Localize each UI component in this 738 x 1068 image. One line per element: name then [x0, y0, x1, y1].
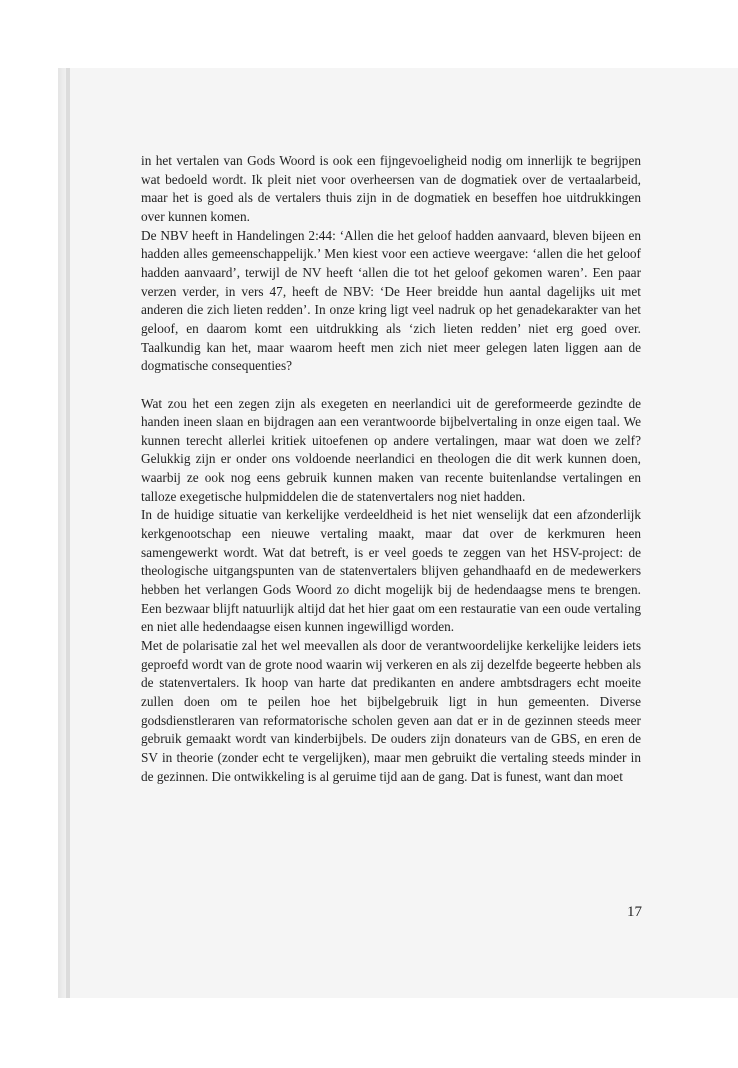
page-fold-shadow — [66, 68, 70, 998]
paragraph-3: Wat zou het een zegen zijn als exegeten en neerlandici uit de gereformeerde gezindte de handen ineen slaan en bijdragen aan een verantwoorde bijbelvertaling in onze eigen taal. We kunnen terecht allerlei kritiek uitoefenen op andere vertalingen, maar wat doen we zelf? Gelukkig zijn er onder ons voldoende neerlandici en theologen die dit werk kunnen doen, waarbij ze ook nog eens gebruik kunnen maken van recente buitenlandse vertalingen en talloze exegetische hulpmiddelen die de statenvertalers nog niet hadden. — [141, 395, 641, 504]
body-text — [141, 152, 641, 786]
page-number: 17 — [627, 904, 642, 920]
paragraph-4: In de huidige situatie van kerkelijke verdeeldheid is het niet wenselijk dat een afzonderlijk kerkgenootschap een nieuwe vertaling maakt, maar dat over de kerkmuren heen samengewerkt wordt. Wat dat betreft, is er veel goeds te zeggen van het HSV-project: de theologische uitgangspunten van de statenvertalers blijven gehandhaafd en de medewerkers hebben het verlangen Gods Woord zo dicht mogelijk bij de hedendaagse mens te brengen. Een bezwaar blijft natuurlijk altijd dat het hier gaat om een restauratie van een oude vertaling en niet alle hedendaagse eisen kunnen ingewilligd worden. — [141, 507, 641, 635]
paragraph-5: Met de polarisatie zal het wel meevallen als door de verantwoordelijke kerkelijke leiders iets geproefd wordt van de grote nood waarin wij verkeren en als zij dezelfde begeerte hebben als de statenvertalers. Ik hoop van harte dat predikanten en andere ambtsdragers echt moeite zullen doen om te peilen hoe het bijbelgebruik ligt in hun gemeenten. Diverse godsdienstleraren van reformatorische scholen geven aan dat er in de gezinnen steeds meer gebruik gemaakt wordt van kinderbijbels. De ouders zijn donateurs van de GBS, en eren de SV in theorie (zonder echt te vergelijken), maar men gebruikt die vertaling steeds minder in de gezinnen. Die ontwikkeling is al geruime tijd aan de gang. Dat is funest, want dan moet — [141, 638, 641, 784]
paragraph-2: De NBV heeft in Handelingen 2:44: ‘Allen die het geloof hadden aanvaard, bleven bijeen en hadden alles gemeenschappelijk.’ Men kiest voor een actieve weergave: ‘allen die het geloof hadden aanvaard’, terwijl de NV heeft ‘allen die tot het geloof gekomen waren’. Een paar verzen verder, in vers 47, heeft de NBV: ‘De Heer breidde hun aantal dagelijks uit met anderen die zich lieten redden’. In onze kring ligt veel nadruk op het genadekarakter van het geloof, en daarom komt een uitdrukking als ‘zich lieten redden’ niet erg goed over. Taalkundig kan het, maar waarom heeft men zich niet meer gelegen laten liggen aan de dogmatische consequenties? — [141, 227, 641, 374]
paragraph-1: in het vertalen van Gods Woord is ook een fijngevoeligheid nodig om innerlijk te begrijpen wat bedoeld wordt. Ik pleit niet voor overheersen van de dogmatiek over de vertaalarbeid, maar het is goed als de vertalers thuis zijn in de dogmatiek en beseffen hoe uitdrukkingen over kunnen komen. — [141, 153, 641, 224]
